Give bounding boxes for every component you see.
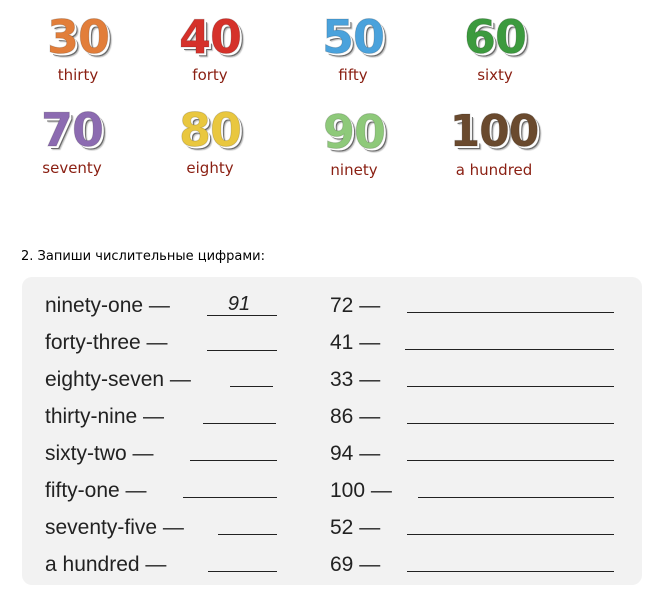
number-tile [434,107,554,179]
number-tile [18,12,138,84]
number-word: ninety [330,161,378,179]
number-digits: 90 [322,105,385,159]
answer-line[interactable] [183,475,277,498]
left-item-label: eighty-seven — [45,368,191,391]
left-item-label: thirty-nine — [45,405,165,428]
number-digits: 30 [46,10,109,64]
number-tile [293,12,413,84]
answer-line[interactable] [407,549,614,572]
number-digits: 70 [40,103,103,157]
number-tile [150,12,270,84]
number-tile [435,12,555,84]
number-digits: 60 [463,10,526,64]
number-word: a hundred [455,161,533,179]
answer-line[interactable] [207,328,277,351]
right-item-label: 69 — [330,553,381,576]
answer-line[interactable] [190,438,277,461]
left-item-label: a hundred — [45,553,167,576]
right-item-label: 41 — [330,331,381,354]
left-item-label: ninety-one — [45,294,170,317]
answer-line[interactable] [407,290,614,313]
number-digits: 80 [178,103,241,157]
right-item-label: 52 — [330,516,381,539]
number-tile [294,107,414,179]
number-word: forty [192,66,228,84]
right-item-label: 72 — [330,294,381,317]
number-word: fifty [338,66,368,84]
left-item-label: fifty-one — [45,479,147,502]
number-word: eighty [186,159,234,177]
answer-line[interactable] [230,364,273,387]
right-item-label: 33 — [330,368,381,391]
answer-line[interactable] [405,327,614,350]
answer-line[interactable] [203,401,276,424]
answer-line[interactable] [218,512,277,535]
exercise-instruction: 2. Запиши числительные цифрами: [21,249,265,264]
answer-line[interactable] [407,438,614,461]
right-item-label: 86 — [330,405,381,428]
number-digits: 100 [449,106,539,157]
number-tile [150,105,270,177]
number-word: seventy [42,159,102,177]
right-item-label: 100 — [330,479,392,502]
left-item-label: sixty-two — [45,442,154,465]
number-tile [12,105,132,177]
answer-value: 91 [227,293,251,315]
left-item-label: seventy-five — [45,516,184,539]
answer-line[interactable] [407,512,614,535]
number-digits: 40 [178,10,241,64]
left-item-label: forty-three — [45,331,168,354]
answer-line[interactable] [407,364,614,387]
right-item-label: 94 — [330,442,381,465]
number-word: sixty [477,66,513,84]
answer-line[interactable] [407,401,614,424]
answer-line[interactable] [418,475,614,498]
number-digits: 50 [321,10,384,64]
answer-line[interactable] [208,549,277,572]
number-word: thirty [57,66,99,84]
